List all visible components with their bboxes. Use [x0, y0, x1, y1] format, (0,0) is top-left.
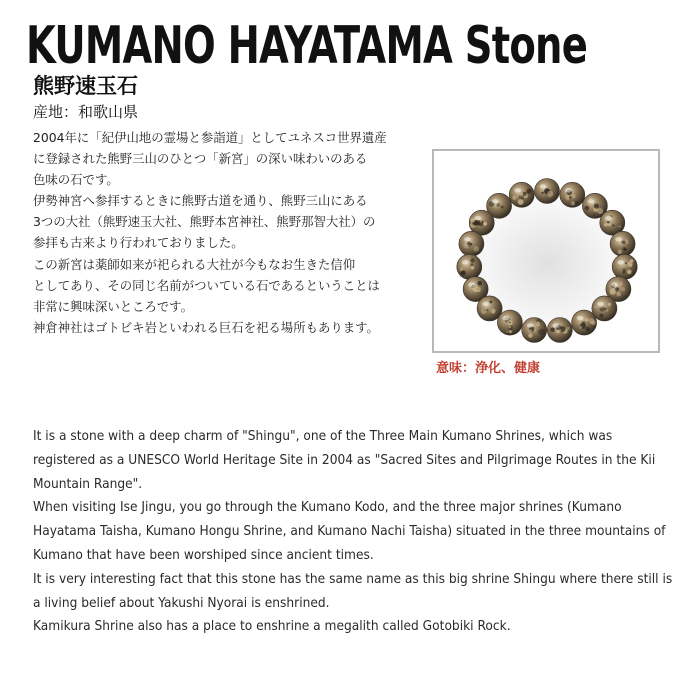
bead — [535, 179, 560, 204]
bead — [572, 310, 597, 335]
meaning-label: 意味：浄化、健康 — [436, 361, 541, 376]
english-description-line: Kamikura Shrine also has a place to enshrine a megalith called Gotobiki Rock. — [33, 618, 511, 635]
page-title: KUMANO HAYATAMA Stone — [26, 16, 588, 76]
bead — [522, 318, 547, 343]
english-description-line: a living belief about Yakushi Nyorai is enshrined. — [33, 594, 330, 611]
origin-label: 産地：和歌山県 — [33, 103, 139, 121]
english-description-line: When visiting Ise Jingu, you go through the Kumano Kodo, and the three major shrines (Kumano — [33, 499, 622, 516]
bead — [612, 254, 637, 279]
bead — [457, 254, 482, 279]
bead — [560, 182, 585, 207]
english-description-line: Kumano that have been worshiped since ancient times. — [33, 546, 374, 563]
japanese-description-line: 3つの大社（熊野速玉大社、熊野本宮神社、熊野那智大社）の — [33, 214, 376, 230]
japanese-description-line: に登録された熊野三山のひとつ「新宮」の深い味わいのある — [33, 151, 368, 167]
japanese-description-line: としてあり、その同じ名前がついている石であるということは — [33, 277, 380, 293]
japanese-description-line: 色味の石です。 — [33, 172, 119, 188]
bead — [547, 318, 572, 343]
bead — [459, 231, 484, 256]
japanese-description-line: 2004年に「紀伊山地の霊場と参詣道」としてユネスコ世界遺産 — [33, 130, 387, 145]
bead — [497, 310, 522, 335]
japanese-stone-name: 熊野速玉石 — [33, 74, 138, 98]
japanese-description-line: 非常に興味深いところです。 — [33, 298, 193, 314]
bracelet-image — [434, 151, 658, 351]
english-description-line: Hayatama Taisha, Kumano Hongu Shrine, and Kumano Nachi Taisha) situated in the three mountains of — [33, 523, 666, 540]
english-description-line: Mountain Range". — [33, 475, 143, 492]
english-description-line: registered as a UNESCO World Heritage Site in 2004 as "Sacred Sites and Pilgrimage Routes in the Kii — [33, 451, 656, 468]
english-description — [33, 425, 683, 639]
bracelet-photo-frame — [432, 149, 660, 353]
bead — [610, 231, 635, 256]
bead — [509, 182, 534, 207]
japanese-description-line: この新宮は薬師如来が祀られる大社が今もなお生きた信仰 — [33, 256, 356, 272]
japanese-description — [33, 127, 423, 338]
japanese-description-line: 伊勢神宮へ参拝するときに熊野古道を通り、熊野三山にある — [33, 193, 368, 209]
english-description-line: It is very interesting fact that this stone has the same name as this big shrine Shingu where there still is — [33, 570, 673, 587]
japanese-description-line: 神倉神社はゴトビキ岩といわれる巨石を祀る場所もあります。 — [33, 319, 379, 335]
english-description-line: It is a stone with a deep charm of "Shingu", one of the Three Main Kumano Shrines, which was — [33, 428, 613, 444]
japanese-description-line: 参拝も古来より行われておりました。 — [33, 235, 244, 251]
